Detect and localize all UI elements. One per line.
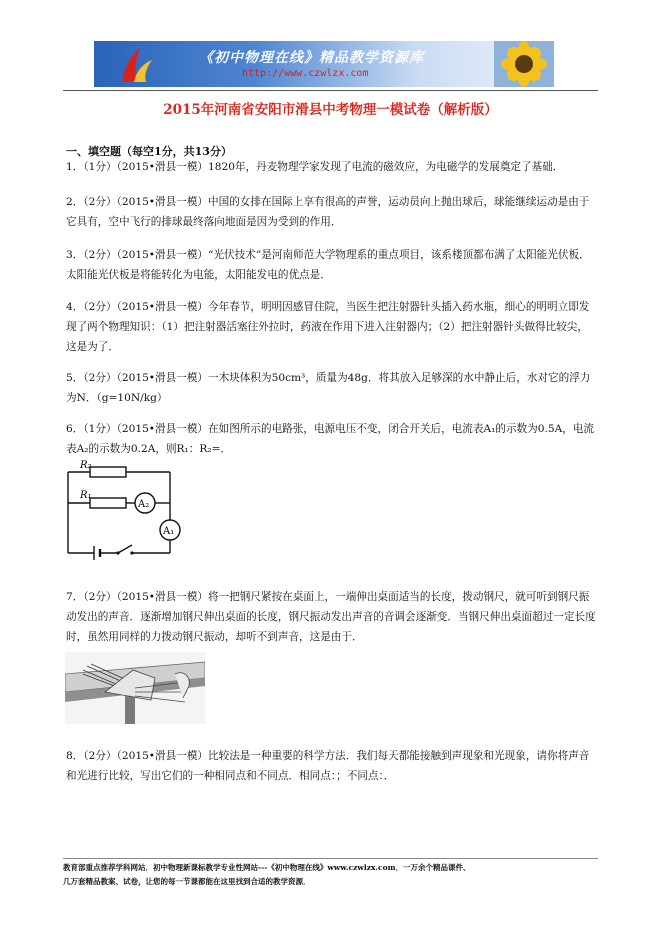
- header-banner: [94, 41, 554, 87]
- banner-title: 《初中物理在线》精品教学资源库: [199, 50, 424, 66]
- footer-divider: [63, 858, 598, 859]
- ruler-illustration: [65, 652, 205, 724]
- document-title: 2015年河南省安阳市滑县中考物理一模试卷（解析版）: [163, 102, 498, 118]
- question-3: 3．（2分）（2015•滑县一模）“光伏技术”是河南师范大学物理系的重点项目，该系楼顶都布满了太阳能光伏板．太阳能光伏板是将能转化为电能，太阳能发电的优点是．: [66, 249, 590, 281]
- question-5: 5．（2分）（2015•滑县一模）一木块体积为50cm³，质量为48g．将其放入足够深的水中静止后，水对它的浮力为N．（g=10N/kg）: [66, 372, 591, 404]
- footer-line-2: 几万套精品教案、试卷，让您的每一节课都能在这里找到合适的教学资源．: [63, 877, 311, 886]
- header-divider: [63, 90, 598, 91]
- question-7: 7．（2分）（2015•滑县一模）将一把钢尺紧按在桌面上，一端伸出桌面适当的长度，拨动钢尺，就可听到钢尺振动发出的声音．逐渐增加钢尺伸出桌面的长度，钢尺振动发出声音的音调会逐渐变．当钢尺伸出桌面超过一定长度时，虽然用同样的力拨动钢尺振动，却听不到声音，这是由于．: [66, 591, 596, 643]
- question-8: 8．（2分）（2015•滑县一模）比较法是一种重要的科学方法．我们每天都能接触到声现象和光现象，请你将声音和光进行比较，写出它们的一种相同点和不同点．相同点：；不同点：．: [66, 750, 590, 782]
- banner-url[interactable]: http://www.czwlzx.com: [242, 68, 369, 79]
- question-4: 4．（2分）（2015•滑县一模）今年春节，明明因感冒住院，当医生把注射器针头插入药水瓶，细心的明明立即发现了两个物理知识：（1）把注射器活塞往外拉时，药液在作用下进入注射器内；（2）把注射器针头做得比较尖，这是为了．: [66, 301, 590, 353]
- question-1: 1．（1分）（2015•滑县一模）1820年，丹麦物理学家发现了电流的磁效应，为电磁学的发展奠定了基础．: [66, 161, 564, 173]
- r2-label: R₂: [80, 460, 92, 471]
- logo-icon: [116, 42, 156, 86]
- circuit-diagram: [60, 460, 190, 560]
- section-heading: 一、填空题（每空1分，共13分）: [66, 145, 232, 158]
- footer-line-1: 教育部重点推荐学科网站．初中物理新课标教学专业性网站---《初中物理在线》www.czwlzx.com．一万余个精品课件、: [63, 863, 471, 872]
- a2-label: A₂: [138, 499, 150, 510]
- footer: [63, 861, 603, 889]
- question-2: 2．（2分）（2015•滑县一模）中国的女排在国际上享有很高的声誉，运动员向上抛出球后，球能继续运动是由于它具有，空中飞行的排球最终落向地面是因为受到的作用．: [66, 196, 590, 228]
- sunflower-icon: [494, 41, 554, 87]
- a1-label: A₁: [163, 526, 175, 537]
- question-6: 6．（1分）（2015•滑县一模）在如图所示的电路张，电源电压不变，闭合开关后，电流表A₁的示数为0.5A，电流表A₂的示数为0.2A，则R₁：R₂=．: [66, 423, 595, 455]
- r1-label: R₁: [80, 490, 92, 501]
